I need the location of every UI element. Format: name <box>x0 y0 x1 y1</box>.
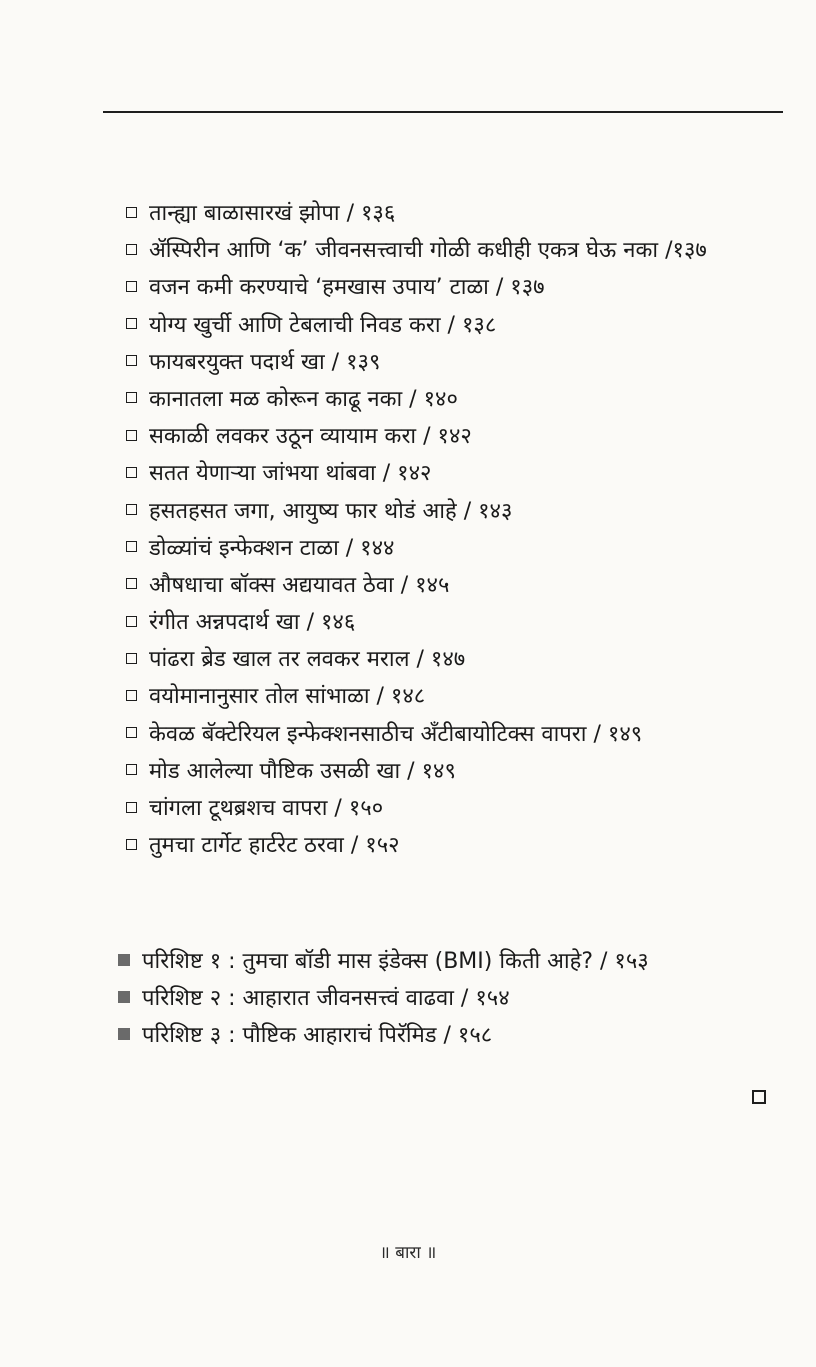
toc-entry-text: सतत येणाऱ्या जांभया थांबवा / १४२ <box>149 461 432 487</box>
toc-entry <box>126 455 796 492</box>
toc-entry-text: तुमचा टार्गेट हार्टरेट ठरवा / १५२ <box>149 833 400 859</box>
toc-entry <box>126 753 796 790</box>
toc-entry <box>126 195 796 232</box>
toc-entry <box>126 530 796 567</box>
square-bullet-icon <box>126 802 137 813</box>
toc-entry-text: हसतहसत जगा, आयुष्य फार थोडं आहे / १४३ <box>149 498 513 524</box>
square-bullet-icon <box>126 504 137 515</box>
toc-entry <box>126 381 796 418</box>
square-bullet-icon <box>126 578 137 589</box>
square-bullet-icon <box>126 541 137 552</box>
toc-entry-text: कानातला मळ कोरून काढू नका / १४० <box>149 386 458 412</box>
toc-entry <box>126 604 796 641</box>
toc-entry <box>126 641 796 678</box>
toc-entry-text: योग्य खुर्ची आणि टेबलाची निवड करा / १३८ <box>149 312 497 338</box>
toc-entry-text: फायबरयुक्त पदार्थ खा / १३९ <box>149 349 381 375</box>
square-bullet-icon <box>126 616 137 627</box>
toc-entry-text: वयोमानानुसार तोल सांभाळा / १४८ <box>149 684 426 710</box>
appendix-entry <box>118 980 808 1017</box>
toc-entry <box>126 827 796 864</box>
square-bullet-icon <box>126 690 137 701</box>
square-bullet-icon <box>126 430 137 441</box>
square-bullet-icon <box>126 392 137 403</box>
square-bullet-icon <box>126 653 137 664</box>
square-bullet-icon <box>126 467 137 478</box>
toc-entry-text: चांगला टूथब्रशच वापरा / १५० <box>149 796 384 821</box>
toc-entry-text: केवळ बॅक्टेरियल इन्फेक्शनसाठीच अँटीबायोटिक्स वापरा / १४९ <box>149 721 643 747</box>
toc-entry-text: तान्ह्या बाळासारखं झोपा / १३६ <box>149 201 396 226</box>
square-bullet-icon <box>126 727 137 738</box>
toc-entry <box>126 307 796 344</box>
toc-entry-text: ॲस्पिरीन आणि ‘क’ जीवनसत्त्वाची गोळी कधीही एकत्र घेऊ नका /१३७ <box>149 238 707 264</box>
toc-entry <box>126 493 796 530</box>
appendix-list <box>118 943 808 1054</box>
toc-entry <box>126 790 796 827</box>
toc-entry <box>126 344 796 381</box>
toc-entry <box>126 232 796 269</box>
toc-entry-text: वजन कमी करण्याचे ‘हमखास उपाय’ टाळा / १३७ <box>149 275 545 301</box>
square-bullet-icon <box>126 839 137 850</box>
end-square-icon <box>752 1090 766 1104</box>
square-bullet-icon <box>126 207 137 218</box>
square-bullet-icon <box>126 355 137 366</box>
filled-square-bullet-icon <box>118 991 130 1003</box>
page-number: ॥ बारा ॥ <box>379 1243 437 1263</box>
square-bullet-icon <box>126 281 137 292</box>
square-bullet-icon <box>126 318 137 329</box>
appendix-entry <box>118 1017 808 1054</box>
filled-square-bullet-icon <box>118 954 130 966</box>
toc-entry <box>126 418 796 455</box>
appendix-entry-text: परिशिष्ट ३ : पौष्टिक आहाराचं पिरॅमिड / १५८ <box>142 1023 493 1048</box>
appendix-entry-text: परिशिष्ट १ : तुमचा बॉडी मास इंडेक्स (BMI) किती आहे? / १५३ <box>142 949 649 974</box>
toc-entry <box>126 269 796 306</box>
appendix-entry-text: परिशिष्ट २ : आहारात जीवनसत्त्वं वाढवा / १५४ <box>142 986 510 1011</box>
toc-entry-text: औषधाचा बॉक्स अद्ययावत ठेवा / १४५ <box>149 572 450 598</box>
header-rule <box>103 111 783 113</box>
square-bullet-icon <box>126 244 137 255</box>
toc-entry <box>126 678 796 715</box>
toc-entry <box>126 716 796 753</box>
appendix-entry <box>118 943 808 980</box>
toc-entry-text: मोड आलेल्या पौष्टिक उसळी खा / १४९ <box>149 758 456 784</box>
toc-entry-text: डोळ्यांचं इन्फेक्शन टाळा / १४४ <box>149 535 395 561</box>
filled-square-bullet-icon <box>118 1028 130 1040</box>
toc-entry-text: पांढरा ब्रेड खाल तर लवकर मराल / १४७ <box>149 647 466 673</box>
toc-entry <box>126 567 796 604</box>
square-bullet-icon <box>126 764 137 775</box>
toc-entry-text: रंगीत अन्नपदार्थ खा / १४६ <box>149 610 356 636</box>
toc-list <box>126 195 796 864</box>
toc-entry-text: सकाळी लवकर उठून व्यायाम करा / १४२ <box>149 424 472 450</box>
